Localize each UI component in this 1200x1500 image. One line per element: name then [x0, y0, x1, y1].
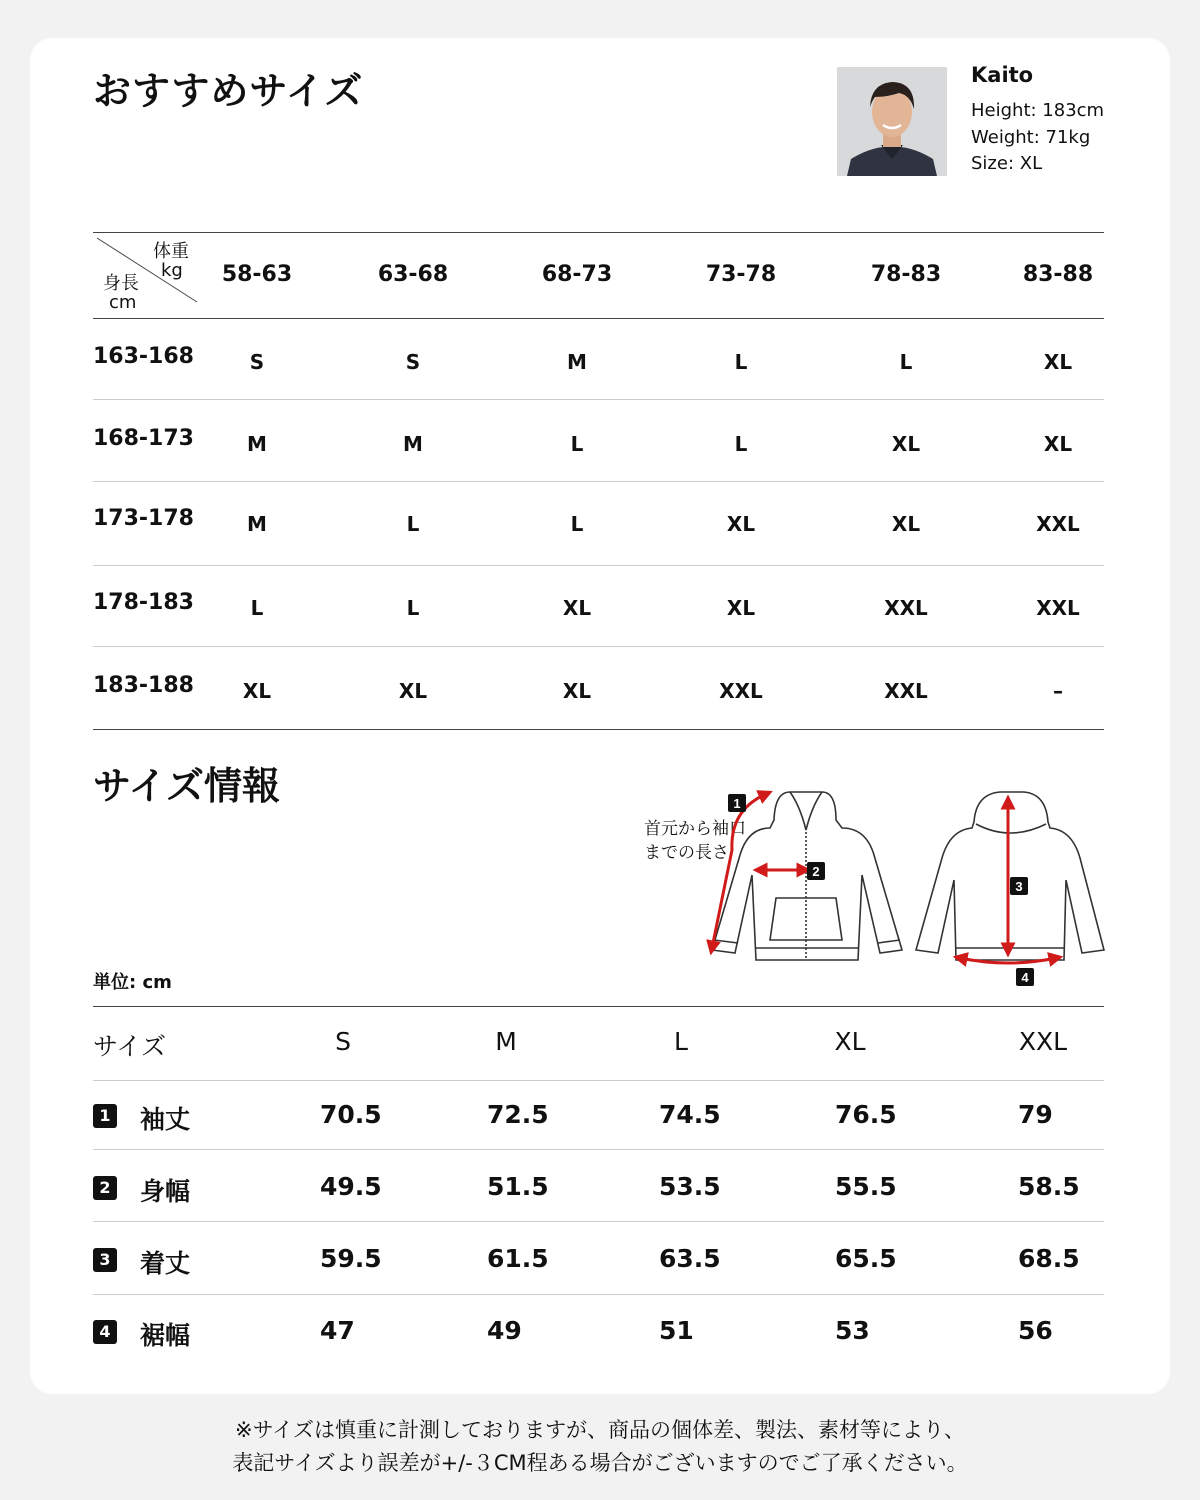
measure-value: 53 — [835, 1316, 870, 1345]
table-rule — [93, 232, 1104, 233]
measure-value: 58.5 — [1018, 1172, 1080, 1201]
table-rule — [93, 565, 1104, 566]
recommend-size-cell: XL — [1043, 432, 1073, 456]
recommend-size-cell: L — [406, 512, 420, 536]
measure-value: 63.5 — [659, 1244, 721, 1273]
size-header: S — [335, 1027, 351, 1056]
table-rule — [93, 481, 1104, 482]
table-rule — [93, 1294, 1104, 1295]
model-photo — [837, 67, 947, 176]
recommend-size-cell: M — [247, 512, 267, 536]
measure-name: 裾幅 — [140, 1321, 191, 1350]
diagram-sleeve-label: 首元から袖口 — [644, 819, 746, 839]
model-size: Size: XL — [971, 153, 1043, 174]
recommend-size-cell: L — [570, 432, 584, 456]
recommend-size-cell: XL — [891, 432, 921, 456]
recommend-size-cell: – — [1053, 679, 1063, 703]
weight-header: 78-83 — [870, 262, 942, 287]
size-info-title: サイズ情報 — [93, 764, 280, 808]
person-icon — [837, 67, 947, 176]
measure-value: 79 — [1018, 1100, 1053, 1129]
table-rule — [93, 318, 1104, 319]
measure-value: 49 — [487, 1316, 522, 1345]
hoodie-back — [916, 792, 1104, 960]
corner-weight-label: 体重 — [153, 241, 189, 262]
table-rule — [93, 729, 1104, 730]
corner-height-unit: cm — [109, 292, 137, 313]
recommend-size-cell: XXL — [884, 596, 928, 620]
measure-value: 47 — [320, 1316, 355, 1345]
recommend-size-cell: M — [567, 350, 587, 374]
recommend-size-cell: L — [250, 596, 264, 620]
corner-height-label: 身長 — [103, 273, 139, 294]
model-name: Kaito — [971, 63, 1034, 87]
recommend-size-cell: L — [899, 350, 913, 374]
measure-value: 51.5 — [487, 1172, 549, 1201]
table-rule — [93, 1149, 1104, 1150]
model-weight: Weight: 71kg — [971, 127, 1091, 148]
recommend-size-cell: M — [247, 432, 267, 456]
measure-name: 袖丈 — [140, 1105, 191, 1134]
marker-3: 3 — [1015, 879, 1023, 894]
measure-value: 55.5 — [835, 1172, 897, 1201]
weight-header: 68-73 — [541, 262, 613, 287]
table-rule — [93, 1221, 1104, 1222]
measure-value: 51 — [659, 1316, 694, 1345]
recommend-size-cell: XL — [726, 512, 756, 536]
measure-value: 61.5 — [487, 1244, 549, 1273]
measure-value: 65.5 — [835, 1244, 897, 1273]
note-line: ※サイズは慎重に計測しておりますが、商品の個体差、製法、素材等により、 — [235, 1418, 965, 1442]
measure-number-badge: 3 — [93, 1248, 117, 1272]
recommend-size-cell: L — [734, 432, 748, 456]
recommend-size-cell: XL — [891, 512, 921, 536]
marker-1: 1 — [733, 796, 741, 811]
marker-4: 4 — [1021, 970, 1029, 985]
table-rule — [93, 1006, 1104, 1007]
measure-value: 68.5 — [1018, 1244, 1080, 1273]
measure-name: 身幅 — [140, 1177, 191, 1206]
table-rule — [93, 646, 1104, 647]
table-rule — [93, 399, 1104, 400]
weight-header: 83-88 — [1022, 262, 1094, 287]
measure-value: 49.5 — [320, 1172, 382, 1201]
measure-value: 76.5 — [835, 1100, 897, 1129]
recommend-size-cell: XL — [562, 679, 592, 703]
recommend-size-cell: M — [403, 432, 423, 456]
page-title: おすすめサイズ — [93, 69, 364, 113]
measure-value: 74.5 — [659, 1100, 721, 1129]
note-line: 表記サイズより誤差が+/-３CM程ある場合がございますのでご了承ください。 — [232, 1451, 968, 1475]
measure-number-badge: 4 — [93, 1320, 117, 1344]
recommend-size-cell: XL — [398, 679, 428, 703]
recommend-size-cell: L — [734, 350, 748, 374]
height-row-label: 173-178 — [93, 506, 194, 531]
measure-value: 56 — [1018, 1316, 1053, 1345]
recommend-size-cell: XL — [562, 596, 592, 620]
model-height: Height: 183cm — [971, 100, 1105, 121]
recommend-size-cell: XL — [1043, 350, 1073, 374]
weight-header: 63-68 — [377, 262, 449, 287]
recommend-size-cell: L — [570, 512, 584, 536]
recommend-size-cell: XL — [242, 679, 272, 703]
recommend-size-cell: S — [249, 350, 265, 374]
measure-value: 53.5 — [659, 1172, 721, 1201]
size-header: L — [674, 1027, 688, 1056]
measure-name: 着丈 — [140, 1249, 191, 1278]
unit-label: 単位: cm — [93, 972, 172, 993]
measure-number-badge: 2 — [93, 1176, 117, 1200]
recommend-size-cell: XL — [726, 596, 756, 620]
height-row-label: 168-173 — [93, 426, 194, 451]
hoodie-diagram — [690, 780, 1110, 990]
size-header: XXL — [1018, 1027, 1068, 1056]
corner-weight-unit: kg — [161, 260, 183, 281]
marker-2: 2 — [812, 864, 820, 879]
size-header: M — [495, 1027, 517, 1056]
weight-header: 58-63 — [221, 262, 293, 287]
recommend-size-cell: S — [405, 350, 421, 374]
recommend-size-cell: XXL — [884, 679, 928, 703]
height-row-label: 178-183 — [93, 590, 194, 615]
measure-value: 59.5 — [320, 1244, 382, 1273]
recommend-size-cell: XXL — [1036, 512, 1080, 536]
recommend-size-cell: XXL — [719, 679, 763, 703]
measure-value: 70.5 — [320, 1100, 382, 1129]
table-rule — [93, 1080, 1104, 1081]
size-header-label: サイズ — [93, 1032, 167, 1061]
recommend-size-cell: L — [406, 596, 420, 620]
weight-header: 73-78 — [705, 262, 777, 287]
diagram-sleeve-label: までの長さ — [644, 843, 729, 863]
size-header: XL — [834, 1027, 866, 1056]
recommend-size-cell: XXL — [1036, 596, 1080, 620]
measure-number-badge: 1 — [93, 1104, 117, 1128]
height-row-label: 163-168 — [93, 344, 194, 369]
height-row-label: 183-188 — [93, 673, 194, 698]
measure-value: 72.5 — [487, 1100, 549, 1129]
